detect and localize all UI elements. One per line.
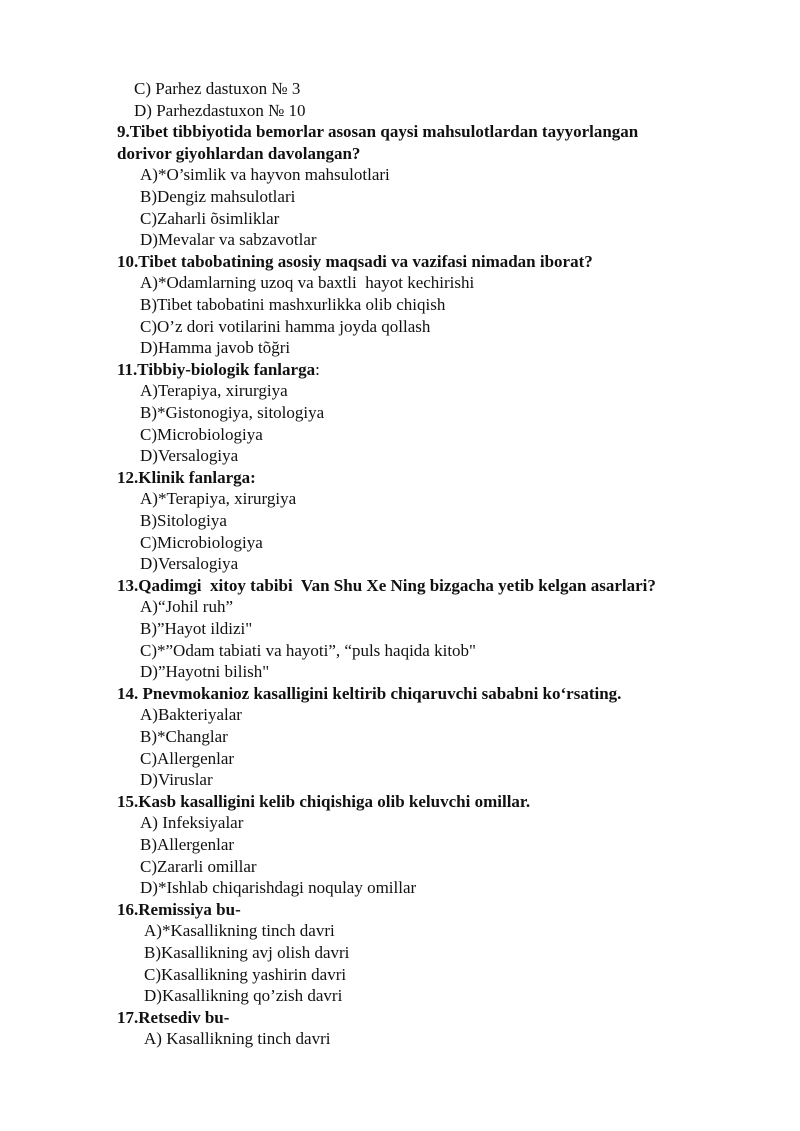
question-label: dorivor giyohlardan davolangan?: [117, 143, 361, 163]
answer-option: [140, 272, 474, 293]
answer-option: [140, 812, 243, 833]
option-label: B)*Changlar: [140, 727, 228, 746]
question-text: [117, 251, 593, 272]
answer-option: [144, 985, 342, 1006]
answer-option: [134, 100, 306, 121]
answer-option: [140, 618, 252, 639]
option-label: D)Kasallikning qo’zish davri: [144, 986, 343, 1006]
answer-option: [140, 294, 445, 315]
answer-option: [144, 942, 349, 963]
option-label: C)Allergenlar: [140, 748, 235, 768]
answer-option: [144, 964, 346, 985]
option-label: C) Parhez dastuxon № 3: [134, 79, 301, 98]
option-label: C)Zaharli õsimliklar: [140, 208, 280, 228]
answer-option: [140, 488, 296, 509]
option-label: D)Viruslar: [140, 770, 213, 790]
answer-option: [140, 402, 324, 423]
option-label: D)Versalogiya: [140, 554, 239, 574]
question-text: [117, 143, 360, 164]
option-label: B)Allergenlar: [140, 835, 235, 854]
option-label: A)*O’simlik va hayvon mahsulotlari: [140, 165, 390, 185]
option-label: B)Dengiz mahsulotlari: [140, 187, 296, 206]
question-text: [117, 575, 656, 596]
question-label: 15.Kasb kasalligini kelib chiqishiga olib keluvchi omillar.: [117, 791, 531, 811]
answer-option: [144, 920, 335, 941]
option-label: D)*Ishlab chiqarishdagi noqulay omillar: [140, 878, 417, 898]
option-label: A) Infeksiyalar: [140, 813, 244, 833]
answer-option: [140, 164, 390, 185]
option-label: D)Hamma javob tõğri: [140, 338, 291, 358]
answer-option: [140, 834, 234, 855]
answer-option: [140, 208, 279, 229]
option-label: D)Mevalar va sabzavotlar: [140, 230, 317, 250]
option-label: D)”Hayotni bilish": [140, 662, 270, 682]
answer-option: [140, 726, 228, 747]
option-label: A)Terapiya, xirurgiya: [140, 381, 288, 401]
answer-option: [140, 596, 233, 617]
question-label: 16.Remissiya bu-: [117, 899, 241, 919]
option-label: C)Microbiologiya: [140, 532, 263, 552]
question-text: [117, 467, 256, 488]
option-label: C)Kasallikning yashirin davri: [144, 964, 347, 984]
question-text: [117, 791, 530, 812]
option-label: B)*Gistonogiya, sitologiya: [140, 403, 325, 422]
question-text: [117, 899, 241, 920]
option-label: B)Tibet tabobatini mashxurlikka olib chiqish: [140, 295, 446, 314]
question-suffix: :: [315, 359, 320, 379]
answer-option: [140, 445, 238, 466]
question-text: [117, 359, 320, 380]
option-label: B)”Hayot ildizi": [140, 619, 253, 638]
option-label: B)Sitologiya: [140, 511, 227, 530]
answer-option: [140, 229, 317, 250]
answer-option: [140, 316, 430, 337]
question-text: [117, 1007, 229, 1028]
answer-option: [140, 510, 227, 531]
answer-option: [140, 877, 416, 898]
answer-option: [140, 661, 269, 682]
answer-option: [140, 553, 238, 574]
answer-option: [140, 856, 257, 877]
answer-option: [140, 186, 295, 207]
answer-option: [140, 380, 288, 401]
question-label: 14. Pnevmokanioz kasalligini keltirib chiqaruvchi sababni ko‘rsating.: [117, 683, 622, 703]
answer-option: [134, 78, 300, 99]
option-label: A) Kasallikning tinch davri: [144, 1029, 331, 1049]
option-label: C)Zararli omillar: [140, 856, 257, 876]
question-label: 9.Tibet tibbiyotida bemorlar asosan qaysi mahsulotlardan tayyorlangan: [117, 122, 639, 142]
option-label: C)Microbiologiya: [140, 424, 263, 444]
question-label: 10.Tibet tabobatining asosiy maqsadi va vazifasi nimadan iborat?: [117, 251, 593, 271]
question-label: 13.Qadimgi xitoy tabibi Van Shu Xe Ning bizgacha yetib kelgan asarlari?: [117, 575, 656, 595]
answer-option: [140, 769, 213, 790]
answer-option: [144, 1028, 331, 1049]
answer-option: [140, 337, 290, 358]
option-label: A)*Kasallikning tinch davri: [144, 921, 335, 941]
answer-option: [140, 640, 476, 661]
option-label: D) Parhezdastuxon № 10: [134, 100, 306, 120]
question-label: 17.Retsediv bu-: [117, 1007, 230, 1027]
answer-option: [140, 704, 242, 725]
answer-option: [140, 532, 263, 553]
question-text: [117, 121, 638, 142]
option-label: D)Versalogiya: [140, 446, 239, 466]
option-label: A)*Odamlarning uzoq va baxtli hayot kechirishi: [140, 273, 475, 293]
answer-option: [140, 424, 263, 445]
option-label: B)Kasallikning avj olish davri: [144, 943, 350, 962]
option-label: A)Bakteriyalar: [140, 705, 242, 725]
option-label: C)*”Odam tabiati va hayoti”, “puls haqida kitob": [140, 640, 476, 660]
question-label: 11.Tibbiy-biologik fanlarga: [117, 359, 316, 379]
option-label: A)“Johil ruh”: [140, 597, 234, 617]
question-text: [117, 683, 621, 704]
option-label: C)O’z dori votilarini hamma joyda qollash: [140, 316, 431, 336]
option-label: A)*Terapiya, xirurgiya: [140, 489, 297, 509]
question-label: 12.Klinik fanlarga:: [117, 467, 256, 487]
answer-option: [140, 748, 234, 769]
